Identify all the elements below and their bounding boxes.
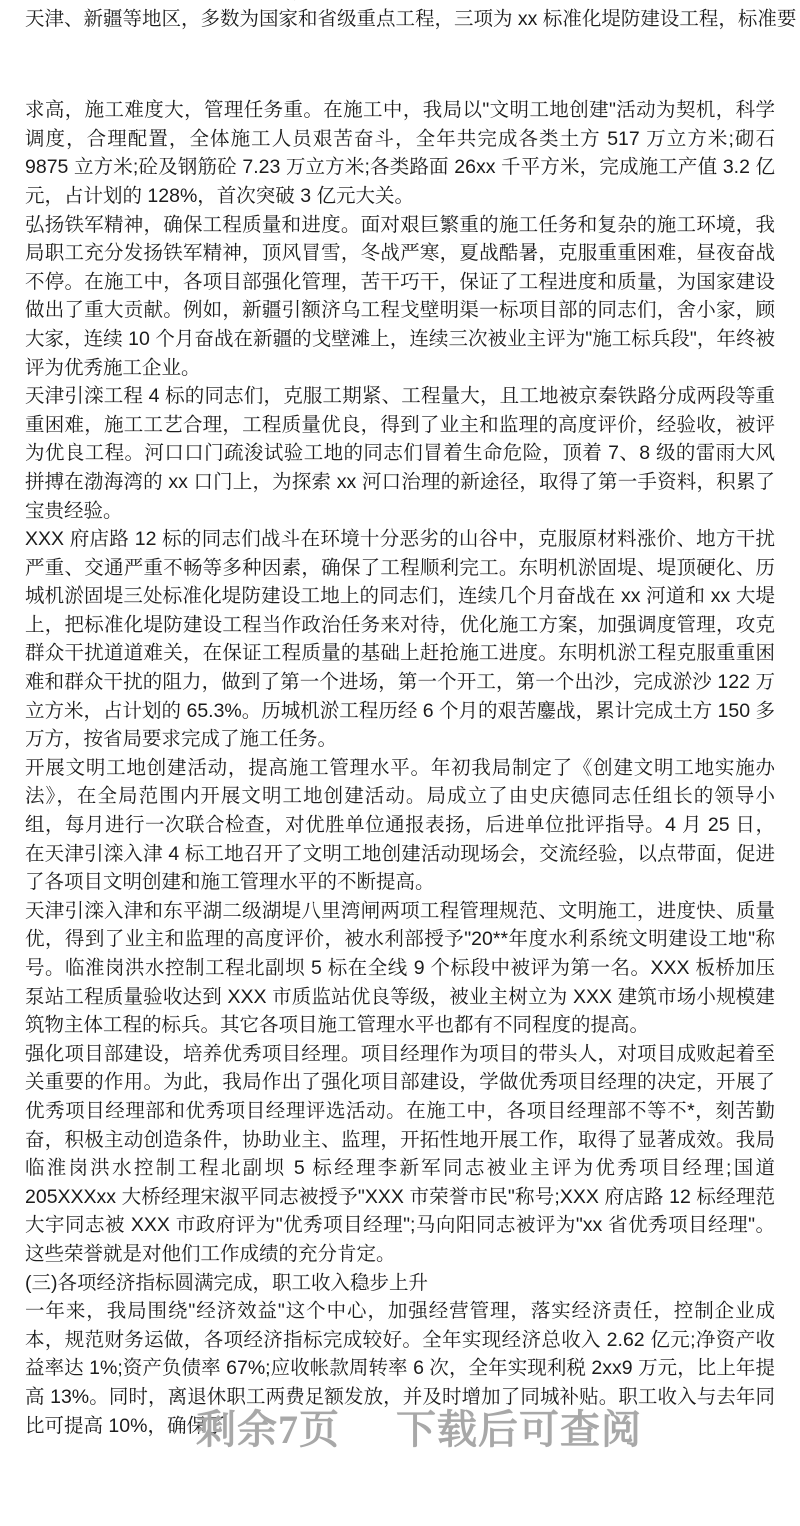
- paragraph-fudian-road: XXX 府店路 12 标的同志们战斗在环境十分恶劣的山谷中，克服原材料涨价、地方干扰严重、交通严重不畅等多种因素，确保了工程顺利完工。东明机淤固堤、堤顶硬化、历城机淤固堤三处标准化堤防建设工地上的同志们，连续几个月奋战在 xx 河道和 xx 大堤上，把标准化堤防建设工程当作政治任务来对待，优化施工方案，加强调度管理，攻克群众干扰道道难关，在保证工程质量的基础上赶抢施工进度。东明机淤工程克服重重困难和群众干扰的阻力，做到了第一个进场，第一个开工，第一个出沙，完成淤沙 122 万立方米，占计划的 65.3%。历城机淤工程历经 6 个月的艰苦鏖战，累计完成土方 150 多万方，按省局要求完成了施工任务。: [25, 528, 775, 751]
- document-body: [0, 96, 800, 1440]
- watermark-download-hint-label: 下载后可查阅: [396, 1407, 642, 1452]
- paragraph-honor-titles: 天津引滦入津和东平湖二级湖堤八里湾闸两项工程管理规范、文明施工，进度快、质量优，得到了业主和监理的高度评价，被水利部授予"20**年度水利系统文明建设工地"称号。临淮岗洪水控制工程北副坝 5 标在全线 9 个标段中被评为第一名。XXX 板桥加压泵站工程质量验收达到 XXX 市质监站优良等级，被业主树立为 XXX 建筑市场小规模建筑物主体工程的标兵。其它各项目施工管理水平也都有不同程度的提高。: [25, 899, 775, 1037]
- paragraph-civilized-site-activity: 开展文明工地创建活动，提高施工管理水平。年初我局制定了《创建文明工地实施办法》，在全局范围内开展文明工地创建活动。局成立了由史庆德同志任组长的领导小组，每月进行一次联合检查，对优胜单位通报表扬，后进单位批评指导。4 月 25 日，在天津引滦入津 4 标工地召开了文明工地创建活动现场会，交流经验，以点带面，促进了各项目文明创建和施工管理水平的不断提高。: [25, 756, 775, 894]
- page-break-gap: [0, 33, 800, 96]
- watermark-remaining-pages-label: 剩余7页: [196, 1407, 340, 1452]
- paragraph-project-managers: 强化项目部建设，培养优秀项目经理。项目经理作为项目的带头人，对项目成败起着至关重要的作用。为此，我局作出了强化项目部建设，学做优秀项目经理的决定，开展了优秀项目经理部和优秀项目经理评选活动。在施工中，各项目经理部不等不*，刻苦勤奋，积极主动创造条件，协助业主、监理，开拓性地开展工作，取得了显著成效。我局临淮岗洪水控制工程北副坝 5 标经理李新军同志被业主评为优秀项目经理;国道 205XXXxx 大桥经理宋淑平同志被授予"XXX 市荣誉市民"称号;XXX 府店路 12 标经理范大宇同志被 XXX 市政府评为"优秀项目经理";马向阳同志被评为"xx 省优秀项目经理"。这些荣誉就是对他们工作成绩的充分肯定。: [25, 1042, 775, 1265]
- remaining-pages-watermark: [0, 1398, 800, 1455]
- section-heading-economic-indicators: (三)各项经济指标圆满完成，职工收入稳步上升: [25, 1271, 428, 1294]
- paragraph-iron-army-spirit: 弘扬铁军精神，确保工程质量和进度。面对艰巨繁重的施工任务和复杂的施工环境，我局职工充分发扬铁军精神，顶风冒雪，冬战严寒，夏战酷暑，克服重重困难，昼夜奋战不停。在施工中，各项目部强化管理，苦干巧干，保证了工程进度和质量，为国家建设做出了重大贡献。例如，新疆引额济乌工程戈壁明渠一标项目部的同志们，舍小家，顾大家，连续 10 个月奋战在新疆的戈壁滩上，连续三次被业主评为"施工标兵段"，年终被评为优秀施工企业。: [25, 213, 775, 379]
- fragment-line: 天津、新疆等地区，多数为国家和省级重点工程，三项为 xx 标准化堤防建设工程，标准要: [25, 7, 797, 30]
- paragraph-construction-summary: 求高，施工难度大，管理任务重。在施工中，我局以"文明工地创建"活动为契机，科学调度，合理配置，全体施工人员艰苦奋斗，全年共完成各类土方 517 万立方米;砌石 9875 立方米;砼及钢筋砼 7.23 万立方米;各类路面 26xx 千平方米，完成施工产值 3.2 亿元，占计划的 128%，首次突破 3 亿元大关。: [25, 99, 775, 207]
- paragraph-economic-results: 一年来，我局围绕"经济效益"这个中心，加强经营管理，落实经济责任，控制企业成本，规范财务运做，各项经济指标完成较好。全年实现经济总收入 2.62 亿元;净资产收益率达 1%;资产负债率 67%;应收帐款周转率 6 次，全年实现利税 2xx9 万元，比上年提高 13%。同时，离退休职工两费足额发放，并及时增加了同城补贴。职工收入与去年同比可提高 10%，确保了: [25, 1300, 775, 1437]
- page-top-clipped-text: [0, 0, 800, 33]
- paragraph-tianjin-yinluan: 天津引滦工程 4 标的同志们，克服工期紧、工程量大，且工地被京秦铁路分成两段等重重困难，施工工艺合理，工程质量优良，得到了业主和监理的高度评价，经验收，被评为优良工程。河口口门疏浚试验工地的同志们冒着生命危险，顶着 7、8 级的雷雨大风拼搏在渤海湾的 xx 口门上，为探索 xx 河口治理的新途径，取得了第一手资料，积累了宝贵经验。: [25, 385, 775, 522]
- clipped-line: [0, 0, 800, 5]
